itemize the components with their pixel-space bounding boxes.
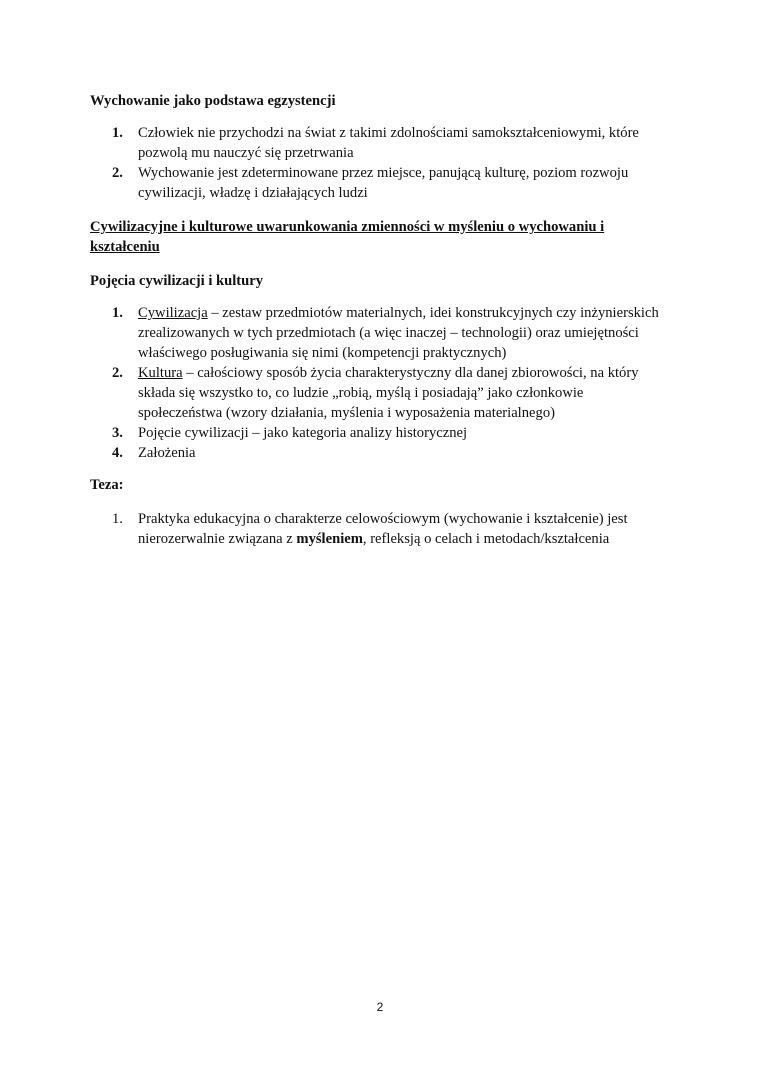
list-item-text: Założenia: [138, 445, 196, 461]
list-item: [90, 303, 670, 363]
page-content: [90, 91, 670, 549]
list-item: [90, 423, 670, 443]
section-heading-teza: Teza:: [90, 477, 124, 493]
section-heading-uwarunkowania: Cywilizacyjne i kulturowe uwarunkowania zmienności w myśleniu o wychowaniu i kształceniu: [90, 219, 605, 255]
list-number: 1.: [112, 511, 123, 527]
numbered-list-pojecia: [90, 303, 670, 463]
numbered-list-teza: [90, 509, 670, 549]
list-item-text-end: , refleksją o celach i metodach/kształcenia: [362, 531, 610, 547]
numbered-list-wychowanie: [90, 123, 670, 203]
list-item-text: Wychowanie jest zdeterminowane przez miejsce, panującą kulturę, poziom rozwoju cywilizacji, władzę i działających ludzi: [138, 165, 629, 201]
list-number: 2.: [112, 165, 123, 181]
section-heading-pojecia: Pojęcia cywilizacji i kultury: [90, 273, 264, 289]
list-number: 3.: [112, 425, 123, 441]
list-item-text: Praktyka edukacyjna o charakterze celowościowym (wychowanie i kształcenie) jest nierozerwalnie związana z: [138, 511, 628, 547]
list-item-text: Pojęcie cywilizacji – jako kategoria analizy historycznej: [138, 425, 468, 441]
section-heading-wychowanie: Wychowanie jako podstawa egzystencji: [90, 93, 336, 109]
page-number: 2: [376, 1000, 384, 1014]
term-kultura: Kultura: [138, 365, 183, 381]
list-item-text: Człowiek nie przychodzi na świat z takimi zdolnościami samokształceniowymi, które pozwolą mu nauczyć się przetrwania: [138, 125, 639, 161]
list-item: [90, 443, 670, 463]
list-item-text: – całościowy sposób życia charakterystyczny dla danej zbiorowości, na który składa się wszystko to, co ludzie „robią, myślą i posiadają” jako członkowie społeczeństwa (wzory działania, myślenia i wyposażenia materialnego): [138, 365, 639, 421]
list-number: 4.: [112, 445, 123, 461]
list-item: [90, 363, 670, 423]
list-item: [90, 123, 670, 163]
list-number: 1.: [112, 305, 123, 321]
list-number: 2.: [112, 365, 123, 381]
list-number: 1.: [112, 125, 123, 141]
term-cywilizacja: Cywilizacja: [138, 305, 208, 321]
bold-term: myśleniem: [296, 531, 363, 547]
list-item: [90, 509, 670, 549]
list-item-text: – zestaw przedmiotów materialnych, idei konstrukcyjnych czy inżynierskich zrealizowanych w tych przedmiotach (a więc inaczej – technologii) oraz umiejętności właściwego posługiwania się nimi (kompetencji praktycznych): [138, 305, 659, 361]
list-item: [90, 163, 670, 203]
